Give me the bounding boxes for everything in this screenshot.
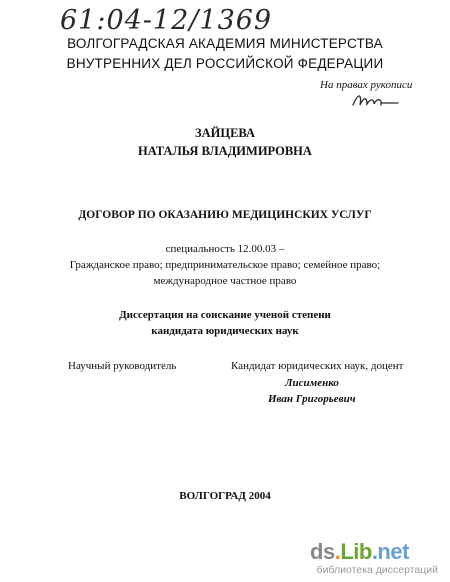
org-line-2: ВНУТРЕННИХ ДЕЛ РОССИЙСКОЙ ФЕДЕРАЦИИ [66, 56, 384, 71]
dissertation-title: ДОГОВОР ПО ОКАЗАНИЮ МЕДИЦИНСКИХ УСЛУГ [78, 209, 372, 221]
supervisor-name: Иван Григорьевич [268, 393, 356, 405]
supervisor-rank: Кандидат юридических наук, доцент [231, 360, 404, 372]
dslib-caption: библиотека диссертаций [316, 564, 438, 576]
specialty-line-3: международное частное право [153, 275, 297, 287]
signature [350, 90, 410, 112]
specialty-line-1: специальность 12.00.03 – [165, 243, 285, 255]
degree-line-2: кандидата юридических наук [151, 325, 299, 337]
degree-line-1: Диссертация на соискание ученой степени [119, 309, 331, 321]
specialty-line-2: Гражданское право; предпринимательское право; семейное право; [69, 259, 381, 271]
rights-note: На правах рукописи [320, 79, 413, 91]
supervisor-surname: Лисименко [285, 377, 339, 389]
archive-stamp: 61:04-12/1369 [60, 5, 273, 36]
author-surname: ЗАЙЦЕВА [195, 126, 255, 140]
dslib-watermark [310, 541, 438, 576]
author-name: НАТАЛЬЯ ВЛАДИМИРОВНА [138, 144, 312, 158]
dslib-logo: ds.Lib.net [310, 539, 409, 564]
city-year: ВОЛГОГРАД 2004 [179, 490, 271, 502]
supervisor-label: Научный руководитель [68, 360, 177, 372]
org-line-1: ВОЛГОГРАДСКАЯ АКАДЕМИЯ МИНИСТЕРСТВА [67, 36, 383, 51]
